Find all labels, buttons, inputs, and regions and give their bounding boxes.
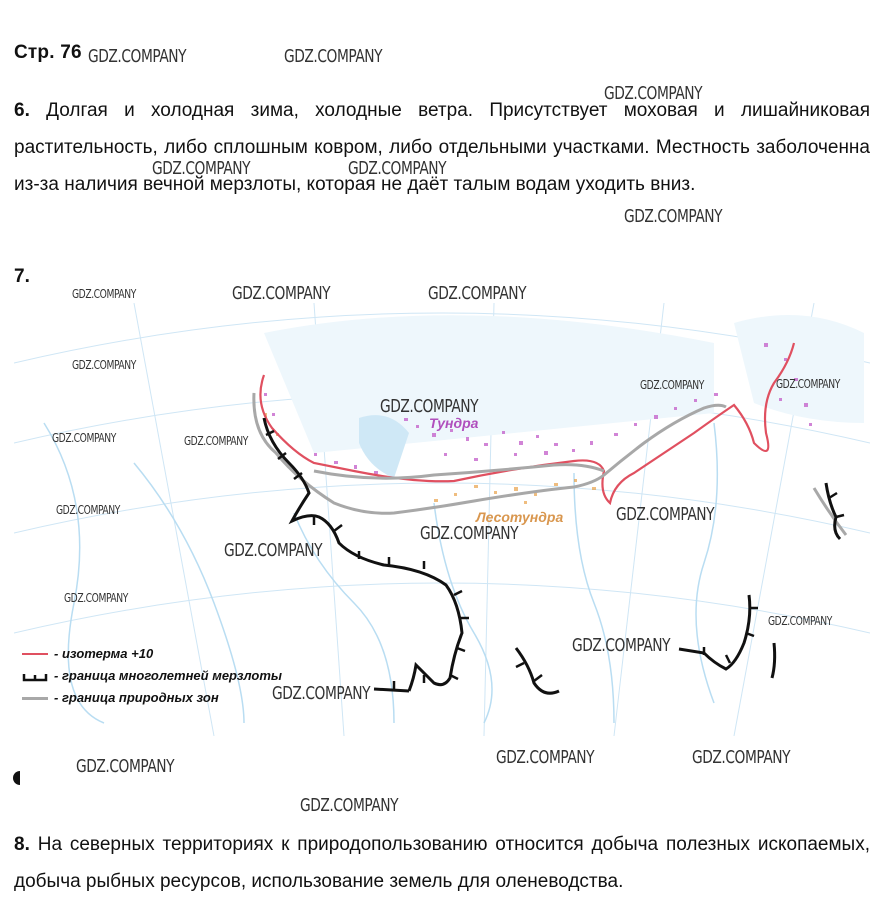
answer-6	[14, 92, 870, 203]
watermark: GDZ.COMPANY	[572, 635, 671, 656]
watermark: GDZ.COMPANY	[768, 614, 832, 628]
legend-item-permafrost	[22, 665, 282, 687]
zone-label-tundra: Тундра	[429, 415, 479, 431]
watermark: GDZ.COMPANY	[56, 503, 120, 517]
watermark: GDZ.COMPANY	[224, 540, 323, 561]
permafrost-map	[14, 303, 870, 736]
answer-8-number: 8.	[14, 834, 30, 855]
watermark: GDZ.COMPANY	[420, 523, 519, 544]
answer-6-number: 6.	[14, 100, 30, 121]
watermark: GDZ.COMPANY	[428, 283, 527, 304]
half-circle-icon	[12, 770, 22, 786]
east-siberian-sea	[734, 315, 864, 423]
watermark: GDZ.COMPANY	[72, 358, 136, 372]
legend-item-isotherm	[22, 643, 282, 665]
watermark: GDZ.COMPANY	[184, 434, 248, 448]
legend-swatch-permafrost	[22, 670, 48, 682]
zone-label-forest-tundra: Лесотундра	[476, 509, 564, 525]
legend-label: - изотерма +10	[54, 646, 154, 661]
watermark: GDZ.COMPANY	[52, 431, 116, 445]
watermark: GDZ.COMPANY	[284, 46, 383, 67]
legend-swatch-red	[22, 653, 48, 655]
watermark: GDZ.COMPANY	[692, 747, 791, 768]
watermark: GDZ.COMPANY	[604, 83, 703, 104]
watermark: GDZ.COMPANY	[64, 591, 128, 605]
watermark: GDZ.COMPANY	[272, 683, 371, 704]
watermark: GDZ.COMPANY	[72, 287, 136, 301]
watermark: GDZ.COMPANY	[88, 46, 187, 67]
permafrost-border-line	[264, 418, 840, 693]
zone-border-line-3	[814, 488, 846, 535]
answer-6-text: Долгая и холодная зима, холодные ветра. Присутствует моховая и лишайниковая растительность, либо сплошным ковром, либо отдельными участками. Местность заболоченна из-за наличия вечной мерзлоты, которая не даёт талым водам уходить вниз.	[14, 100, 870, 195]
watermark: GDZ.COMPANY	[380, 396, 479, 417]
watermark: GDZ.COMPANY	[348, 158, 447, 179]
answer-8-text: На северных территориях к природопользованию относится добыча полезных ископаемых, добыча рыбных ресурсов, использование земель для оленеводства.	[14, 834, 870, 892]
map-legend	[22, 643, 282, 709]
watermark: GDZ.COMPANY	[232, 283, 331, 304]
answer-7-number: 7.	[14, 266, 30, 287]
watermark: GDZ.COMPANY	[76, 756, 175, 777]
watermark: GDZ.COMPANY	[624, 206, 723, 227]
legend-label: - граница многолетней мерзлоты	[54, 668, 282, 683]
legend-swatch-grey	[22, 697, 48, 700]
watermark: GDZ.COMPANY	[496, 747, 595, 768]
watermark: GDZ.COMPANY	[152, 158, 251, 179]
watermark: GDZ.COMPANY	[776, 377, 840, 391]
watermark: GDZ.COMPANY	[640, 378, 704, 392]
watermark: GDZ.COMPANY	[616, 504, 715, 525]
watermark: GDZ.COMPANY	[300, 795, 399, 816]
page-number-label: Стр. 76	[14, 42, 82, 63]
legend-item-zone-border	[22, 687, 282, 709]
legend-label: - граница природных зон	[54, 690, 219, 705]
answer-8	[14, 826, 870, 900]
arctic-ocean	[264, 315, 714, 453]
